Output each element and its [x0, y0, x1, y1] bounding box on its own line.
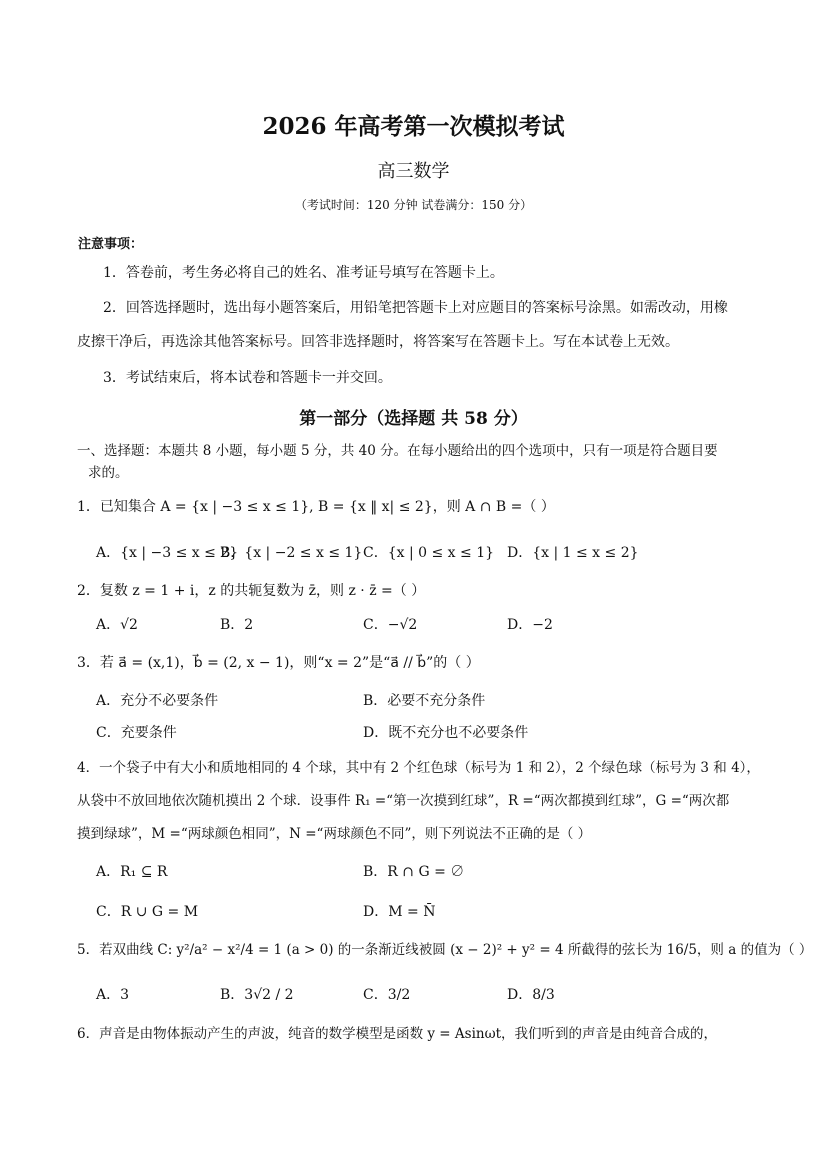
question-3-option-d: D．既不充分也不必要条件: [363, 725, 529, 741]
notice-item-3: 3．考试结束后，将本试卷和答题卡一并交回。: [103, 370, 392, 386]
question-5-option-c: C．3/2: [363, 987, 411, 1003]
question-4-option-c: C．R ∪ G = M: [96, 904, 199, 920]
notice-item-2: 2．回答选择题时，选出每小题答案后，用铅笔把答题卡上对应题目的答案标号涂黑。如需改动，用橡: [103, 300, 728, 316]
section-title: 第一部分（选择题 共 58 分）: [299, 409, 528, 429]
question-2-stem: 2．复数 z = 1 + i，z 的共轭复数为 z̄，则 z · z̄ =（ ）: [77, 583, 426, 599]
question-4-option-d: D．M = N̄: [363, 904, 436, 920]
question-4-option-b: B．R ∩ G = ∅: [363, 864, 465, 880]
question-2-option-a: A．√2: [96, 617, 138, 633]
question-1-option-b: B．{x | −2 ≤ x ≤ 1}: [220, 545, 363, 561]
question-1-stem: 1．已知集合 A = {x | −3 ≤ x ≤ 1}, B = {x ‖ x| ≤ 2}，则 A ∩ B =（ ）: [77, 499, 555, 515]
section-instructions: 一、选择题：本题共 8 小题，每小题 5 分，共 40 分。在每小题给出的四个选项中，只有一项是符合题目要: [77, 443, 718, 459]
question-1-option-a: A．{x | −3 ≤ x ≤ 2}: [96, 545, 239, 561]
question-3-option-a: A．充分不必要条件: [96, 693, 219, 709]
question-5-option-d: D．8/3: [507, 987, 555, 1003]
question-2-option-b: B．2: [220, 617, 254, 633]
question-2-option-d: D．−2: [507, 617, 553, 633]
question-3-stem: 3．若 a⃗ = (x,1)，b⃗ = (2, x − 1)，则“x = 2”是“a⃗ // b⃗”的（ ）: [77, 655, 480, 671]
question-5-option-a: A．3: [96, 987, 130, 1003]
question-5-option-b: B．3√2 / 2: [220, 987, 294, 1003]
question-4-option-a: A．R₁ ⊆ R: [96, 864, 168, 880]
question-1-option-d: D．{x | 1 ≤ x ≤ 2}: [507, 545, 639, 561]
exam-title: 2026 年高考第一次模拟考试: [262, 113, 565, 140]
question-1-option-c: C．{x | 0 ≤ x ≤ 1}: [363, 545, 495, 561]
question-3-option-b: B．必要不充分条件: [363, 693, 486, 709]
notice-item-1: 1．答卷前，考生务必将自己的姓名、准考证号填写在答题卡上。: [103, 265, 504, 281]
question-3-option-c: C．充要条件: [96, 725, 177, 741]
exam-subtitle: 高三数学: [377, 161, 450, 182]
notice-item-2-cont: 皮擦干净后，再选涂其他答案标号。回答非选择题时，将答案写在答题卡上。写在本试卷上无效。: [77, 334, 679, 350]
question-2-option-c: C．−√2: [363, 617, 418, 633]
question-4-stem-line-1: 4．一个袋子中有大小和质地相同的 4 个球，其中有 2 个红色球（标号为 1 和 2），2 个绿色球（标号为 3 和 4），: [77, 760, 760, 776]
question-6-stem: 6．声音是由物体振动产生的声波，纯音的数学模型是函数 y = Asinωt，我们听到的声音是由纯音合成的，: [77, 1026, 718, 1042]
exam-time-info: （考试时间：120 分钟 试卷满分：150 分）: [294, 198, 533, 212]
question-5-stem: 5．若双曲线 C: y²/a² − x²/4 = 1 (a > 0) 的一条渐近线被圆 (x − 2)² + y² = 4 所截得的弦长为 16/5，则 a 的值为（ ）: [77, 942, 813, 958]
section-instructions-cont: 求的。: [88, 465, 129, 481]
notice-heading: 注意事项：: [78, 237, 144, 252]
question-4-stem-line-2: 从袋中不放回地依次随机摸出 2 个球．设事件 R₁ =“第一次摸到红球”，R =“两次都摸到红球”，G =“两次都: [77, 793, 730, 809]
question-4-stem-line-3: 摸到绿球”，M =“两球颜色相同”，N =“两球颜色不同”，则下列说法不正确的是（ ）: [77, 826, 592, 842]
